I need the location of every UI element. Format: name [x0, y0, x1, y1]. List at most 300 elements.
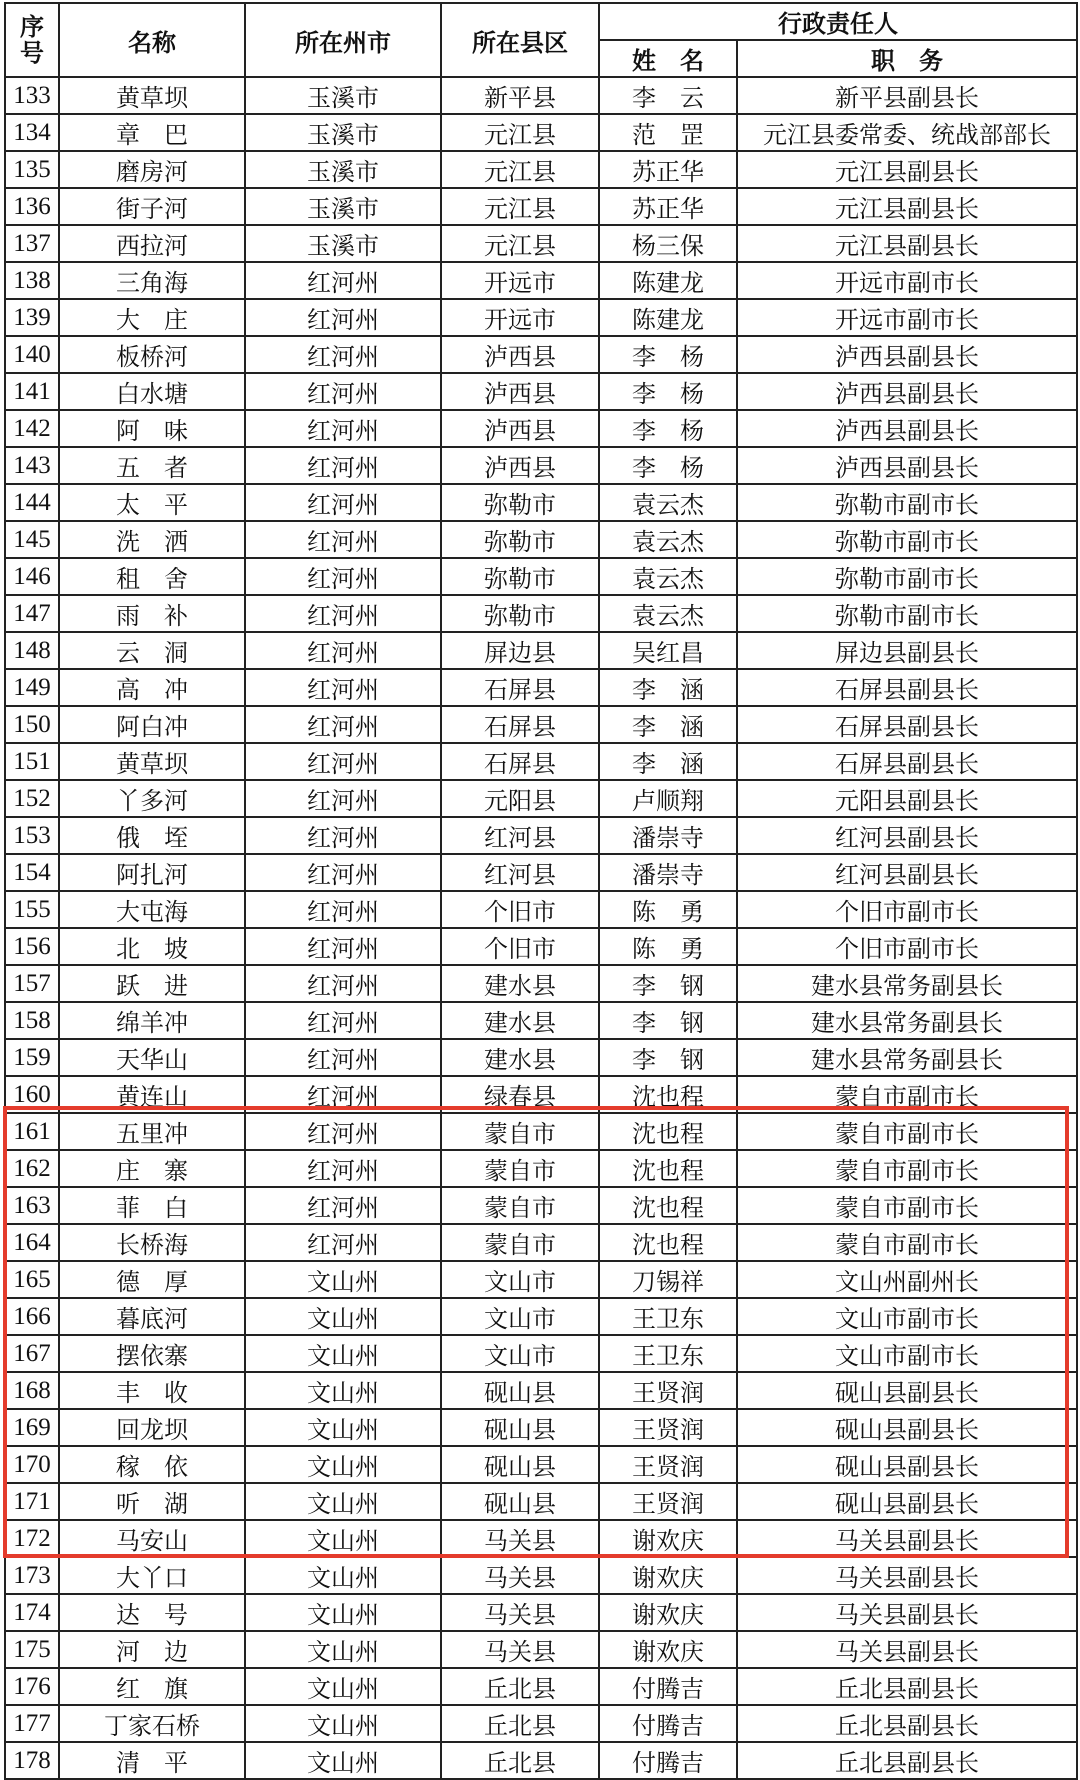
cell-name: 听 湖 — [59, 1483, 245, 1520]
header-prefecture: 所在州市 — [245, 3, 441, 77]
cell-seq: 141 — [5, 373, 59, 410]
cell-county: 开远市 — [441, 262, 599, 299]
table-row — [5, 928, 1077, 965]
cell-seq: 166 — [5, 1298, 59, 1335]
cell-person: 刀锡祥 — [599, 1261, 737, 1298]
cell-county: 弥勒市 — [441, 595, 599, 632]
cell-seq: 165 — [5, 1261, 59, 1298]
cell-seq: 163 — [5, 1187, 59, 1224]
cell-position: 建水县常务副县长 — [737, 1002, 1077, 1039]
cell-person: 谢欢庆 — [599, 1594, 737, 1631]
cell-name: 洗 洒 — [59, 521, 245, 558]
cell-county: 泸西县 — [441, 447, 599, 484]
cell-county: 元江县 — [441, 225, 599, 262]
cell-person: 王贤润 — [599, 1409, 737, 1446]
cell-county: 文山市 — [441, 1335, 599, 1372]
cell-position: 马关县副县长 — [737, 1631, 1077, 1668]
table-row — [5, 336, 1077, 373]
cell-position: 蒙自市副市长 — [737, 1150, 1077, 1187]
cell-prefecture: 文山州 — [245, 1409, 441, 1446]
cell-person: 李 杨 — [599, 336, 737, 373]
cell-person: 付腾吉 — [599, 1668, 737, 1705]
cell-seq: 135 — [5, 151, 59, 188]
cell-position: 元江县副县长 — [737, 151, 1077, 188]
table-row — [5, 595, 1077, 632]
cell-name: 高 冲 — [59, 669, 245, 706]
cell-position: 石屏县副县长 — [737, 706, 1077, 743]
table-row — [5, 780, 1077, 817]
table-row — [5, 114, 1077, 151]
cell-seq: 168 — [5, 1372, 59, 1409]
cell-county: 建水县 — [441, 1002, 599, 1039]
cell-county: 弥勒市 — [441, 558, 599, 595]
cell-name: 黄草坝 — [59, 743, 245, 780]
cell-name: 黄草坝 — [59, 77, 245, 114]
cell-seq: 143 — [5, 447, 59, 484]
cell-name: 摆依寨 — [59, 1335, 245, 1372]
cell-name: 庄 寨 — [59, 1150, 245, 1187]
cell-person: 谢欢庆 — [599, 1520, 737, 1557]
cell-county: 蒙自市 — [441, 1224, 599, 1261]
cell-position: 泸西县副县长 — [737, 410, 1077, 447]
cell-prefecture: 红河州 — [245, 817, 441, 854]
cell-prefecture: 红河州 — [245, 262, 441, 299]
cell-seq: 145 — [5, 521, 59, 558]
cell-person: 陈建龙 — [599, 262, 737, 299]
cell-person: 苏正华 — [599, 188, 737, 225]
cell-position: 文山市副市长 — [737, 1335, 1077, 1372]
table-row — [5, 1298, 1077, 1335]
header-seq: 序 号 — [5, 3, 59, 77]
cell-county: 马关县 — [441, 1594, 599, 1631]
cell-name: 阿 味 — [59, 410, 245, 447]
cell-position: 石屏县副县长 — [737, 669, 1077, 706]
cell-seq: 147 — [5, 595, 59, 632]
cell-county: 蒙自市 — [441, 1187, 599, 1224]
cell-position: 丘北县副县长 — [737, 1742, 1077, 1779]
cell-person: 李 钢 — [599, 1002, 737, 1039]
cell-seq: 134 — [5, 114, 59, 151]
table-row — [5, 1409, 1077, 1446]
table-row — [5, 410, 1077, 447]
cell-person: 沈也程 — [599, 1150, 737, 1187]
cell-prefecture: 玉溪市 — [245, 225, 441, 262]
cell-person: 李 杨 — [599, 410, 737, 447]
cell-position: 弥勒市副市长 — [737, 484, 1077, 521]
table-row — [5, 1520, 1077, 1557]
cell-position: 建水县常务副县长 — [737, 965, 1077, 1002]
cell-county: 元阳县 — [441, 780, 599, 817]
cell-position: 元江县副县长 — [737, 188, 1077, 225]
cell-seq: 151 — [5, 743, 59, 780]
cell-seq: 154 — [5, 854, 59, 891]
table-row — [5, 1372, 1077, 1409]
cell-position: 建水县常务副县长 — [737, 1039, 1077, 1076]
table-row — [5, 1187, 1077, 1224]
cell-person: 王贤润 — [599, 1372, 737, 1409]
cell-seq: 178 — [5, 1742, 59, 1779]
cell-prefecture: 玉溪市 — [245, 114, 441, 151]
cell-person: 王贤润 — [599, 1483, 737, 1520]
cell-county: 建水县 — [441, 1039, 599, 1076]
cell-position: 弥勒市副市长 — [737, 558, 1077, 595]
cell-position: 泸西县副县长 — [737, 336, 1077, 373]
cell-prefecture: 红河州 — [245, 373, 441, 410]
cell-seq: 137 — [5, 225, 59, 262]
cell-position: 红河县副县长 — [737, 854, 1077, 891]
cell-county: 石屏县 — [441, 706, 599, 743]
cell-person: 李 杨 — [599, 373, 737, 410]
table-row — [5, 1261, 1077, 1298]
cell-seq: 156 — [5, 928, 59, 965]
cell-county: 丘北县 — [441, 1705, 599, 1742]
table-body — [5, 77, 1077, 1779]
cell-prefecture: 红河州 — [245, 1187, 441, 1224]
header-position: 职 务 — [737, 40, 1077, 77]
reservoir-responsibility-table — [4, 2, 1078, 1780]
cell-seq: 150 — [5, 706, 59, 743]
table-row — [5, 706, 1077, 743]
table-row — [5, 743, 1077, 780]
table-row — [5, 447, 1077, 484]
cell-position: 砚山县副县长 — [737, 1483, 1077, 1520]
table-row — [5, 484, 1077, 521]
cell-name: 德 厚 — [59, 1261, 245, 1298]
cell-person: 李 涵 — [599, 743, 737, 780]
cell-county: 石屏县 — [441, 669, 599, 706]
cell-name: 稼 依 — [59, 1446, 245, 1483]
cell-seq: 146 — [5, 558, 59, 595]
cell-seq: 167 — [5, 1335, 59, 1372]
cell-person: 付腾吉 — [599, 1705, 737, 1742]
cell-prefecture: 文山州 — [245, 1668, 441, 1705]
table-row — [5, 1631, 1077, 1668]
header-person-name: 姓 名 — [599, 40, 737, 77]
cell-county: 绿春县 — [441, 1076, 599, 1113]
cell-seq: 170 — [5, 1446, 59, 1483]
cell-position: 马关县副县长 — [737, 1557, 1077, 1594]
table-row — [5, 299, 1077, 336]
cell-county: 丘北县 — [441, 1668, 599, 1705]
cell-position: 文山州副州长 — [737, 1261, 1077, 1298]
cell-name: 菲 白 — [59, 1187, 245, 1224]
cell-person: 付腾吉 — [599, 1742, 737, 1779]
cell-prefecture: 红河州 — [245, 854, 441, 891]
cell-position: 元江县副县长 — [737, 225, 1077, 262]
cell-position: 砚山县副县长 — [737, 1446, 1077, 1483]
cell-person: 谢欢庆 — [599, 1557, 737, 1594]
cell-seq: 160 — [5, 1076, 59, 1113]
cell-position: 元江县委常委、统战部部长 — [737, 114, 1077, 151]
cell-person: 潘崇寺 — [599, 854, 737, 891]
cell-prefecture: 文山州 — [245, 1594, 441, 1631]
cell-county: 马关县 — [441, 1520, 599, 1557]
table-row — [5, 1150, 1077, 1187]
cell-county: 新平县 — [441, 77, 599, 114]
cell-position: 马关县副县长 — [737, 1520, 1077, 1557]
cell-position: 蒙自市副市长 — [737, 1076, 1077, 1113]
cell-county: 红河县 — [441, 854, 599, 891]
table-row — [5, 521, 1077, 558]
cell-position: 泸西县副县长 — [737, 373, 1077, 410]
cell-seq: 169 — [5, 1409, 59, 1446]
cell-person: 沈也程 — [599, 1224, 737, 1261]
cell-name: 大丫口 — [59, 1557, 245, 1594]
cell-county: 泸西县 — [441, 410, 599, 447]
cell-prefecture: 红河州 — [245, 706, 441, 743]
table-row — [5, 151, 1077, 188]
cell-person: 沈也程 — [599, 1187, 737, 1224]
cell-name: 北 坡 — [59, 928, 245, 965]
cell-name: 丰 收 — [59, 1372, 245, 1409]
cell-county: 文山市 — [441, 1298, 599, 1335]
table-row — [5, 891, 1077, 928]
cell-person: 陈 勇 — [599, 928, 737, 965]
cell-prefecture: 红河州 — [245, 928, 441, 965]
cell-county: 蒙自市 — [441, 1150, 599, 1187]
cell-county: 建水县 — [441, 965, 599, 1002]
cell-prefecture: 红河州 — [245, 669, 441, 706]
cell-prefecture: 文山州 — [245, 1705, 441, 1742]
header-county: 所在县区 — [441, 3, 599, 77]
cell-name: 章 巴 — [59, 114, 245, 151]
cell-prefecture: 红河州 — [245, 1113, 441, 1150]
cell-position: 元阳县副县长 — [737, 780, 1077, 817]
cell-name: 板桥河 — [59, 336, 245, 373]
cell-name: 回龙坝 — [59, 1409, 245, 1446]
cell-prefecture: 红河州 — [245, 965, 441, 1002]
cell-position: 蒙自市副市长 — [737, 1113, 1077, 1150]
cell-county: 个旧市 — [441, 928, 599, 965]
cell-name: 大屯海 — [59, 891, 245, 928]
table-row — [5, 225, 1077, 262]
cell-county: 马关县 — [441, 1631, 599, 1668]
cell-person: 谢欢庆 — [599, 1631, 737, 1668]
cell-name: 雨 补 — [59, 595, 245, 632]
cell-name: 白水塘 — [59, 373, 245, 410]
cell-position: 丘北县副县长 — [737, 1705, 1077, 1742]
cell-seq: 148 — [5, 632, 59, 669]
cell-prefecture: 红河州 — [245, 1076, 441, 1113]
cell-position: 砚山县副县长 — [737, 1372, 1077, 1409]
table-row — [5, 188, 1077, 225]
table-row — [5, 1076, 1077, 1113]
header-name: 名称 — [59, 3, 245, 77]
table-row — [5, 1113, 1077, 1150]
cell-name: 清 平 — [59, 1742, 245, 1779]
table-row — [5, 632, 1077, 669]
cell-seq: 142 — [5, 410, 59, 447]
table-row — [5, 1705, 1077, 1742]
cell-county: 砚山县 — [441, 1409, 599, 1446]
cell-seq: 155 — [5, 891, 59, 928]
cell-position: 新平县副县长 — [737, 77, 1077, 114]
cell-county: 元江县 — [441, 151, 599, 188]
table-row — [5, 854, 1077, 891]
cell-person: 陈 勇 — [599, 891, 737, 928]
cell-position: 个旧市副市长 — [737, 928, 1077, 965]
cell-name: 达 号 — [59, 1594, 245, 1631]
cell-prefecture: 文山州 — [245, 1446, 441, 1483]
table-row — [5, 1002, 1077, 1039]
cell-prefecture: 文山州 — [245, 1298, 441, 1335]
cell-position: 马关县副县长 — [737, 1594, 1077, 1631]
cell-person: 沈也程 — [599, 1076, 737, 1113]
cell-county: 泸西县 — [441, 336, 599, 373]
cell-prefecture: 红河州 — [245, 447, 441, 484]
cell-position: 开远市副市长 — [737, 262, 1077, 299]
cell-name: 太 平 — [59, 484, 245, 521]
cell-prefecture: 红河州 — [245, 743, 441, 780]
cell-seq: 133 — [5, 77, 59, 114]
cell-county: 蒙自市 — [441, 1113, 599, 1150]
cell-prefecture: 红河州 — [245, 632, 441, 669]
cell-seq: 174 — [5, 1594, 59, 1631]
cell-county: 文山市 — [441, 1261, 599, 1298]
cell-prefecture: 红河州 — [245, 558, 441, 595]
cell-county: 开远市 — [441, 299, 599, 336]
cell-prefecture: 红河州 — [245, 780, 441, 817]
cell-name: 绵羊冲 — [59, 1002, 245, 1039]
cell-position: 蒙自市副市长 — [737, 1224, 1077, 1261]
cell-position: 开远市副市长 — [737, 299, 1077, 336]
table-row — [5, 262, 1077, 299]
cell-prefecture: 红河州 — [245, 484, 441, 521]
cell-name: 红 旗 — [59, 1668, 245, 1705]
cell-prefecture: 文山州 — [245, 1372, 441, 1409]
cell-county: 砚山县 — [441, 1446, 599, 1483]
cell-county: 丘北县 — [441, 1742, 599, 1779]
table-row — [5, 965, 1077, 1002]
cell-county: 屏边县 — [441, 632, 599, 669]
cell-person: 范 罡 — [599, 114, 737, 151]
table-row — [5, 77, 1077, 114]
cell-county: 元江县 — [441, 188, 599, 225]
table-row — [5, 373, 1077, 410]
cell-name: 暮底河 — [59, 1298, 245, 1335]
cell-name: 云 洞 — [59, 632, 245, 669]
cell-position: 红河县副县长 — [737, 817, 1077, 854]
cell-seq: 162 — [5, 1150, 59, 1187]
cell-prefecture: 红河州 — [245, 891, 441, 928]
cell-prefecture: 红河州 — [245, 1224, 441, 1261]
cell-person: 袁云杰 — [599, 595, 737, 632]
cell-prefecture: 红河州 — [245, 1150, 441, 1187]
table-row — [5, 1594, 1077, 1631]
table-row — [5, 1224, 1077, 1261]
cell-name: 河 边 — [59, 1631, 245, 1668]
cell-prefecture: 文山州 — [245, 1483, 441, 1520]
cell-prefecture: 玉溪市 — [245, 77, 441, 114]
cell-name: 街子河 — [59, 188, 245, 225]
cell-position: 砚山县副县长 — [737, 1409, 1077, 1446]
cell-county: 弥勒市 — [441, 521, 599, 558]
table-row — [5, 817, 1077, 854]
cell-prefecture: 红河州 — [245, 595, 441, 632]
cell-person: 李 钢 — [599, 1039, 737, 1076]
cell-prefecture: 文山州 — [245, 1557, 441, 1594]
cell-county: 个旧市 — [441, 891, 599, 928]
cell-seq: 176 — [5, 1668, 59, 1705]
cell-person: 王卫东 — [599, 1335, 737, 1372]
cell-person: 王贤润 — [599, 1446, 737, 1483]
cell-name: 丁家石桥 — [59, 1705, 245, 1742]
table-row — [5, 1557, 1077, 1594]
table-row — [5, 1483, 1077, 1520]
cell-prefecture: 红河州 — [245, 410, 441, 447]
cell-position: 泸西县副县长 — [737, 447, 1077, 484]
cell-seq: 152 — [5, 780, 59, 817]
cell-county: 弥勒市 — [441, 484, 599, 521]
table-row — [5, 1742, 1077, 1779]
cell-position: 蒙自市副市长 — [737, 1187, 1077, 1224]
cell-prefecture: 红河州 — [245, 336, 441, 373]
cell-position: 屏边县副县长 — [737, 632, 1077, 669]
cell-prefecture: 红河州 — [245, 299, 441, 336]
cell-person: 苏正华 — [599, 151, 737, 188]
cell-person: 袁云杰 — [599, 558, 737, 595]
cell-name: 阿白冲 — [59, 706, 245, 743]
cell-prefecture: 文山州 — [245, 1520, 441, 1557]
cell-seq: 157 — [5, 965, 59, 1002]
cell-name: 大 庄 — [59, 299, 245, 336]
cell-seq: 175 — [5, 1631, 59, 1668]
cell-name: 丫多河 — [59, 780, 245, 817]
cell-person: 李 涵 — [599, 706, 737, 743]
cell-person: 吴红昌 — [599, 632, 737, 669]
cell-seq: 158 — [5, 1002, 59, 1039]
cell-name: 长桥海 — [59, 1224, 245, 1261]
cell-seq: 172 — [5, 1520, 59, 1557]
cell-prefecture: 玉溪市 — [245, 151, 441, 188]
cell-seq: 161 — [5, 1113, 59, 1150]
cell-prefecture: 文山州 — [245, 1261, 441, 1298]
cell-position: 丘北县副县长 — [737, 1668, 1077, 1705]
cell-prefecture: 红河州 — [245, 1039, 441, 1076]
cell-position: 文山市副市长 — [737, 1298, 1077, 1335]
cell-prefecture: 文山州 — [245, 1631, 441, 1668]
cell-seq: 164 — [5, 1224, 59, 1261]
cell-seq: 159 — [5, 1039, 59, 1076]
cell-county: 红河县 — [441, 817, 599, 854]
cell-seq: 149 — [5, 669, 59, 706]
cell-person: 袁云杰 — [599, 521, 737, 558]
cell-seq: 153 — [5, 817, 59, 854]
cell-seq: 177 — [5, 1705, 59, 1742]
cell-seq: 173 — [5, 1557, 59, 1594]
cell-county: 泸西县 — [441, 373, 599, 410]
cell-county: 石屏县 — [441, 743, 599, 780]
table-row — [5, 558, 1077, 595]
cell-seq: 171 — [5, 1483, 59, 1520]
cell-name: 跃 进 — [59, 965, 245, 1002]
cell-seq: 140 — [5, 336, 59, 373]
cell-position: 弥勒市副市长 — [737, 521, 1077, 558]
cell-person: 李 云 — [599, 77, 737, 114]
cell-seq: 139 — [5, 299, 59, 336]
cell-person: 李 涵 — [599, 669, 737, 706]
cell-prefecture: 玉溪市 — [245, 188, 441, 225]
cell-prefecture: 文山州 — [245, 1335, 441, 1372]
cell-person: 潘崇寺 — [599, 817, 737, 854]
cell-name: 租 舍 — [59, 558, 245, 595]
table-row — [5, 1668, 1077, 1705]
cell-prefecture: 红河州 — [245, 521, 441, 558]
cell-position: 弥勒市副市长 — [737, 595, 1077, 632]
cell-person: 陈建龙 — [599, 299, 737, 336]
cell-person: 卢顺翔 — [599, 780, 737, 817]
cell-person: 杨三保 — [599, 225, 737, 262]
